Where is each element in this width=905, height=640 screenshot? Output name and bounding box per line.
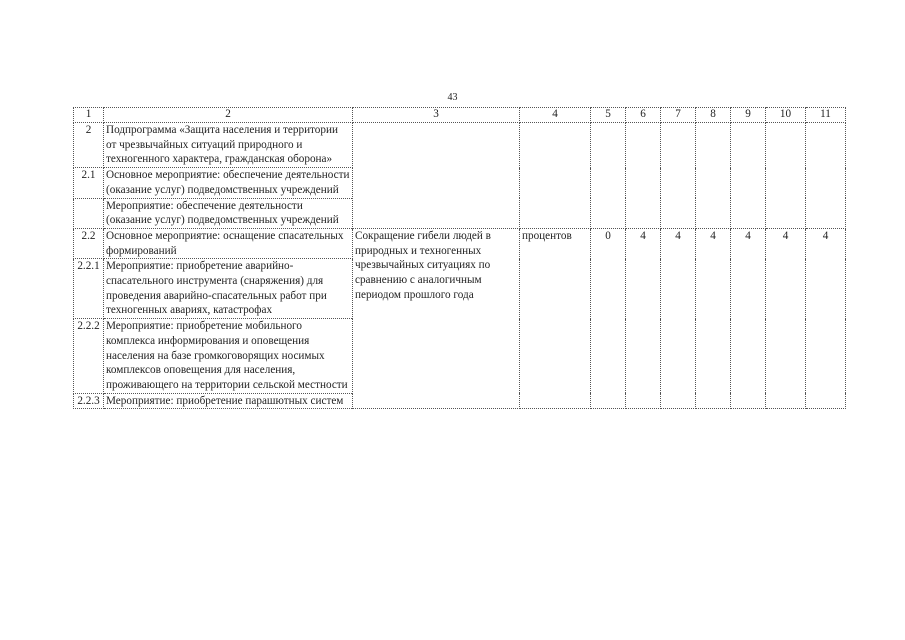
- row-number: 2.2: [74, 228, 104, 258]
- column-header: 10: [766, 108, 806, 123]
- column-header: 1: [74, 108, 104, 123]
- indicator-value: 4: [766, 228, 806, 408]
- table-row: [74, 228, 846, 258]
- indicator-value: 4: [731, 228, 766, 408]
- row-text: Мероприятие: приобретение парашютных систем: [104, 393, 353, 409]
- empty-cell: [696, 123, 731, 229]
- row-number: 2.2.2: [74, 319, 104, 394]
- indicator-value: 4: [806, 228, 846, 408]
- column-header: 3: [353, 108, 520, 123]
- row-text: Мероприятие: приобретение мобильного комплекса информирования и оповещения населения на базе громкоговорящих носимых комплексов оповещения для населения, проживающего на территории сельской местности: [104, 319, 353, 394]
- column-header: 4: [520, 108, 591, 123]
- row-number: 2.2.1: [74, 259, 104, 319]
- column-header: 5: [591, 108, 626, 123]
- empty-cell: [626, 123, 661, 229]
- column-numbers-row: [74, 108, 846, 123]
- empty-cell: [591, 123, 626, 229]
- indicator-value: 0: [591, 228, 626, 408]
- indicator-name: Сокращение гибели людей в природных и техногенных чрезвычайных ситуациях по сравнению с аналогичным периодом прошлого года: [353, 228, 520, 408]
- row-text: Подпрограмма «Защита населения и территории от чрезвычайных ситуаций природного и техногенного характера, гражданская оборона»: [104, 123, 353, 168]
- table-row: [74, 123, 846, 168]
- row-number: [74, 198, 104, 228]
- empty-cell: [766, 123, 806, 229]
- column-header: 9: [731, 108, 766, 123]
- empty-cell: [731, 123, 766, 229]
- indicator-value: 4: [696, 228, 731, 408]
- column-header: 11: [806, 108, 846, 123]
- row-text: Мероприятие: обеспечение деятельности (оказание услуг) подведомственных учреждений: [104, 198, 353, 228]
- indicator-value: 4: [661, 228, 696, 408]
- row-number: 2.1: [74, 168, 104, 198]
- row-number: 2: [74, 123, 104, 168]
- program-table: [73, 107, 846, 409]
- column-header: 7: [661, 108, 696, 123]
- row-text: Основное мероприятие: оснащение спасательных формирований: [104, 228, 353, 258]
- column-header: 6: [626, 108, 661, 123]
- empty-cell: [520, 123, 591, 229]
- empty-cell: [806, 123, 846, 229]
- empty-cell: [661, 123, 696, 229]
- empty-cell: [353, 123, 520, 229]
- row-number: 2.2.3: [74, 393, 104, 409]
- column-header: 8: [696, 108, 731, 123]
- row-text: Основное мероприятие: обеспечение деятельности (оказание услуг) подведомственных учреждений: [104, 168, 353, 198]
- column-header: 2: [104, 108, 353, 123]
- row-text: Мероприятие: приобретение аварийно-спасательного инструмента (снаряжения) для проведения аварийно-спасательных работ при техногенных авариях, катастрофах: [104, 259, 353, 319]
- page-number: 43: [447, 92, 458, 103]
- indicator-value: 4: [626, 228, 661, 408]
- indicator-unit: процентов: [520, 228, 591, 408]
